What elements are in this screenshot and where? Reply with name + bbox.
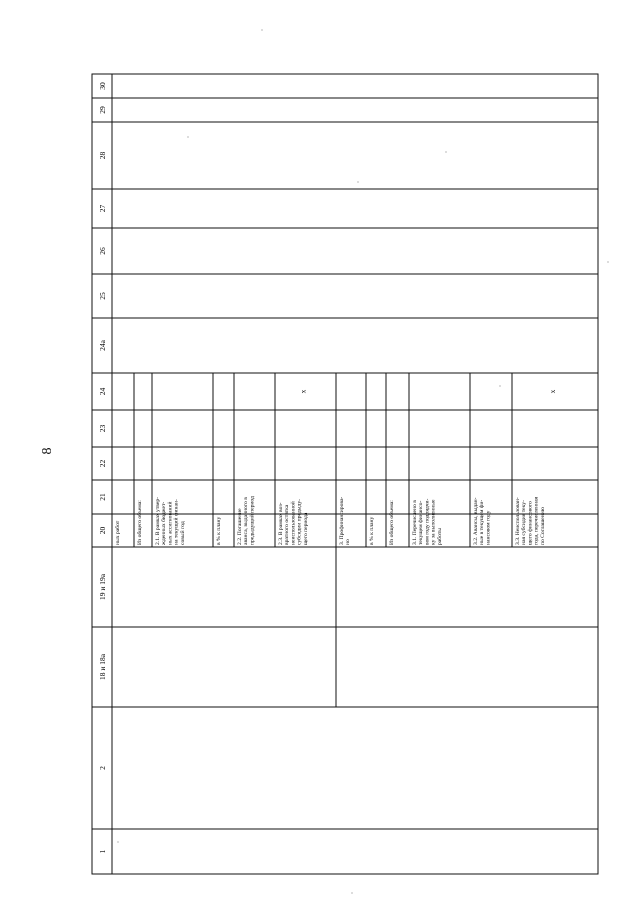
- column-header-19-и-19а: 19 и 19а: [98, 573, 107, 601]
- column-header-29: 29: [98, 106, 107, 114]
- row-label: [473, 497, 491, 545]
- row-label-line: работы: [436, 527, 443, 545]
- x-mark: x: [299, 389, 308, 394]
- row-label-line: на текущий финан-: [173, 499, 180, 545]
- row-label: [136, 500, 143, 545]
- row-label-line: щего финансового: [527, 501, 534, 545]
- row-label-line: аванса, выданного в: [243, 497, 250, 545]
- scan-speck: [117, 841, 118, 842]
- column-header-2: 2: [98, 766, 107, 770]
- row-label-line: в % к плану: [216, 516, 222, 545]
- row-label-line: в % к плану: [369, 516, 375, 545]
- row-label-line: 3.1. Перечислено в: [412, 500, 418, 545]
- row-label-line: совый год: [179, 521, 186, 545]
- row-label: [155, 497, 186, 546]
- row-label-line: Из общего объема:: [389, 500, 395, 545]
- row-label-line: предыдущий период: [249, 496, 256, 545]
- row-label-line: 2.1. В рамках утвер-: [155, 496, 161, 545]
- column-header-25: 25: [98, 292, 107, 300]
- row-label: [216, 517, 222, 545]
- page-number: 8: [40, 447, 55, 455]
- row-label-line: текущем финансо-: [418, 500, 425, 545]
- row-label-line: 3.2. Авансы, выдан-: [473, 497, 479, 545]
- row-label-line: года, перечисленная: [533, 496, 540, 545]
- scan-speck: [261, 29, 262, 30]
- column-header-30: 30: [98, 82, 107, 90]
- row-label-line: 3.3. Неиспользован-: [515, 497, 521, 545]
- column-header-24: 24: [98, 387, 107, 396]
- column-header-24а: 24а: [98, 340, 107, 351]
- row-label-line: 2.3. В рамках воз-: [278, 502, 284, 545]
- row-label-line: вратного остатка: [284, 504, 291, 545]
- column-header-21: 21: [98, 493, 107, 501]
- row-label-line: ку за выполненные: [430, 499, 437, 545]
- row-label-line: 2.2. Погашение: [237, 508, 243, 545]
- row-label-line: нансовом году: [485, 510, 492, 545]
- column-header-26: 26: [98, 247, 107, 255]
- scan-speck: [445, 151, 446, 152]
- x-mark: x: [549, 389, 557, 394]
- row-label: [388, 500, 395, 545]
- scan-speck: [187, 136, 188, 137]
- row-label: [114, 520, 121, 545]
- column-header-20: 20: [98, 526, 107, 535]
- column-header-1: 1: [98, 849, 107, 854]
- row-label-line: ные в текущем фи-: [479, 499, 486, 545]
- row-label-line: 3. Профинансирова-: [339, 496, 345, 545]
- row-label: [237, 496, 255, 545]
- row-label-line: Из общего объема:: [137, 500, 143, 545]
- scan-speck: [357, 181, 358, 182]
- row-label-line: вом году подрядчи-: [424, 498, 431, 545]
- row-label-line: ных работ: [115, 520, 121, 545]
- row-label: [369, 517, 375, 545]
- column-header-23: 23: [98, 424, 107, 433]
- row-label-line: по Соглашению: [539, 507, 546, 545]
- table-frame: [92, 74, 598, 874]
- scan-speck: [607, 261, 608, 262]
- row-label-line: ная субсидия теку-: [521, 500, 528, 545]
- column-header-27: 27: [98, 204, 107, 213]
- scan-speck: [499, 385, 500, 386]
- row-label-line: ных ассигнований: [167, 501, 174, 545]
- column-header-22: 22: [98, 459, 107, 468]
- row-label: [515, 496, 546, 545]
- row-label: [278, 499, 309, 545]
- row-label-line: но: [345, 539, 352, 545]
- row-label-line: жденных бюджет-: [161, 501, 168, 545]
- row-label-line: щего периода: [302, 512, 309, 545]
- row-label-line: субсидии предыду-: [296, 499, 303, 545]
- row-label: [412, 498, 443, 545]
- column-header-28: 28: [98, 151, 107, 160]
- row-label: [338, 497, 351, 545]
- column-header-18-и-18а: 18 и 18а: [98, 653, 107, 681]
- scan-speck: [351, 892, 352, 893]
- row-label-line: неиспользованной: [290, 501, 297, 545]
